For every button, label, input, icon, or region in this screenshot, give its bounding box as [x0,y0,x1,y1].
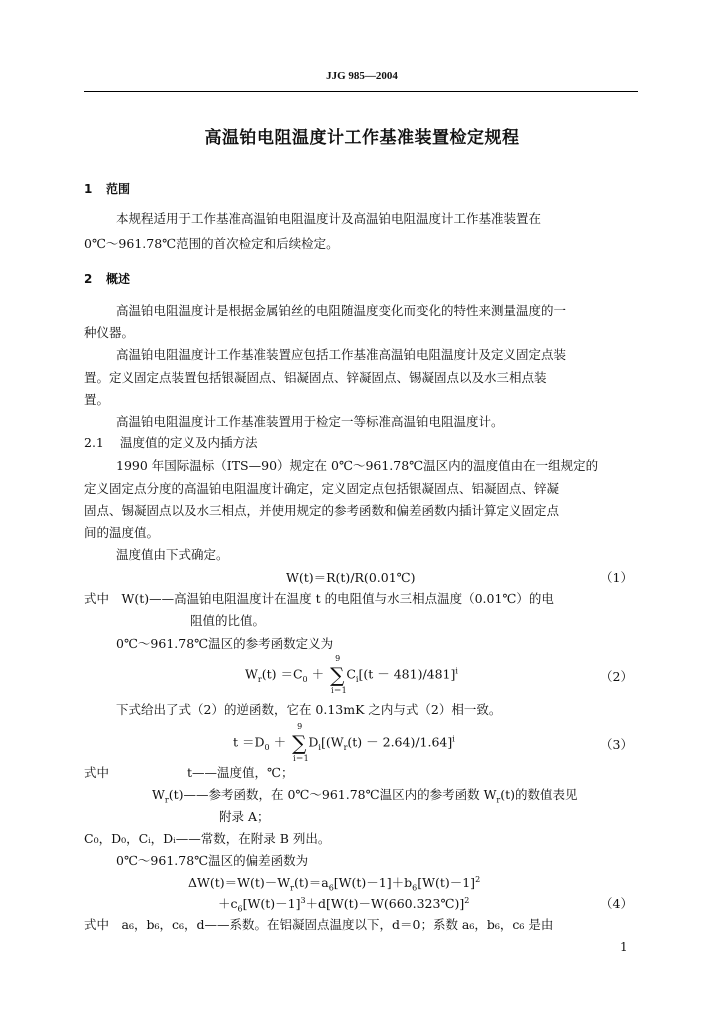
eq-subscript: 0 [302,675,308,684]
eq-subscript: r [257,675,262,684]
paragraph-line: 式中 W(t)——高温铂电阻温度计在温度 t 的电阻值与水三相点温度（0.01℃）的电 [84,591,554,606]
paragraph-line: 本规程适用于工作基准高温铂电阻温度计及高温铂电阻温度计工作基准装置在 [116,211,542,226]
equation-2 [245,654,458,695]
eq-subscript: r [290,883,294,893]
eq-text: ＋c [218,896,238,911]
summation-sign: ∑ 9 i＝1 [292,722,309,763]
section-title: 概述 [106,272,131,286]
sum-upper-limit: 9 [297,722,303,731]
eq-superscript: i [452,734,455,744]
eq-subscript: 6 [328,883,334,893]
eq-symbol: W [152,787,165,802]
equation-number: （1） [600,570,633,585]
eq-superscript: 2 [475,874,481,884]
eq-superscript: 2 [464,895,470,905]
sum-upper-limit: 9 [335,654,341,663]
section-number: 1 [84,182,93,196]
eq-text: [(W [320,734,344,750]
eq-text: (t)＝a [293,875,329,890]
eq-text: (t) ＝C [261,666,303,682]
equation-4-line-2 [218,894,469,914]
eq-subscript: 6 [412,883,418,893]
eq-symbol: D [308,734,319,750]
equation-3 [233,722,455,763]
eq-superscript: 3 [300,895,306,905]
eq-subscript: i [355,675,359,684]
sum-lower-limit: i＝1 [293,754,309,763]
eq-subscript: r [496,795,501,805]
section-title: 范围 [106,182,131,196]
eq-subscript: r [164,795,169,805]
paragraph-line: 种仪器。 [84,325,135,340]
eq-symbol: W [245,666,258,682]
definition-constants: C₀，D₀，Cᵢ，Dᵢ——常数，在附录 B 列出。 [84,831,331,846]
definition-wr-continued: 附录 A； [219,809,270,824]
definition-t: t——温度值，℃； [187,765,294,780]
summation-sign: ∑ 9 i＝1 [330,654,347,695]
eq-text: [W(t)－1] [242,896,301,911]
header-rule [84,91,638,92]
eq-text: ＋d[W(t)－W(660.323℃)] [305,896,465,911]
paragraph-line: 高温铂电阻温度计工作基准装置用于检定一等标准高温铂电阻温度计。 [116,414,504,429]
equation-number: （4） [600,896,633,911]
page-number: 1 [620,940,628,954]
document-title: 高温铂电阻温度计工作基准装置检定规程 [204,128,520,148]
definition-text: (t)——参考函数，在 0℃～961.78℃温区内的参考函数 W [168,787,497,802]
paragraph-line: 温度值由下式确定。 [116,547,229,562]
paragraph-line: 定义固定点分度的高温铂电阻温度计确定，定义固定点包括银凝固点、铝凝固点、锌凝 [84,481,560,496]
eq-superscript: i [455,666,458,676]
eq-text: [W(t)－1]＋b [333,875,413,890]
section-title: 温度值的定义及内插方法 [120,435,258,450]
where-label: 式中 [84,765,110,780]
eq-subscript: 0 [264,743,270,752]
paragraph-line: 置。定义固定点装置包括银凝固点、铝凝固点、锌凝固点、锡凝固点以及水三相点装 [84,370,547,385]
section-number: 2.1 [84,435,104,450]
section-number: 2 [84,272,93,286]
eq-subscript: 6 [237,904,243,914]
paragraph-line: 0℃～961.78℃范围的首次检定和后续检定。 [84,236,339,251]
paragraph-line: 1990 年国际温标（ITS—90）规定在 0℃～961.78℃温区内的温度值由在一组规定的 [116,458,599,473]
section-2-heading [84,270,130,288]
paragraph-line: 高温铂电阻温度计工作基准装置应包括工作基准高温铂电阻温度计及定义固定点装 [116,347,567,362]
eq-subscript: i [318,743,321,752]
eq-text: (t) － 2.64)/1.64] [347,734,453,750]
paragraph-line: 0℃～961.78℃温区的偏差函数为 [116,853,309,868]
equation-4-line-1 [188,873,480,893]
paragraph-line: 间的温度值。 [84,525,160,540]
section-2-1-heading [84,434,258,452]
document-header-code: JJG 985—2004 [326,70,398,82]
paragraph-line: 下式给出了式（2）的逆函数，它在 0.13mK 之内与式（2）相一致。 [116,702,502,717]
section-1-heading [84,180,130,198]
eq-text: ＋ [307,666,329,682]
eq-text: ΔW(t)＝W(t)－W [188,875,291,890]
eq-text: [(t － 481)/481] [358,666,456,682]
paragraph-line: 置。 [84,392,110,407]
eq-symbol: C [346,666,356,682]
equation-number: （2） [600,669,633,684]
paragraph-line: 固点、锡凝固点以及水三相点，并使用规定的参考函数和偏差函数内插计算定义固定点 [84,503,560,518]
paragraph-line: 0℃～961.78℃温区的参考函数定义为 [116,636,334,651]
equation-number: （3） [600,737,633,752]
eq-text: [W(t)－1] [417,875,476,890]
definition-text: (t)的数值表见 [500,787,578,802]
paragraph-line: 式中 a₆，b₆，c₆，d——系数。在铝凝固点温度以下，d＝0；系数 a₆，b₆，c₆ 是由 [84,917,554,932]
paragraph-line: 高温铂电阻温度计是根据金属铂丝的电阻随温度变化而变化的特性来测量温度的一 [116,303,567,318]
equation-1: W(t)＝R(t)/R(0.01℃) [286,570,416,585]
paragraph-line: 阻值的比值。 [190,613,266,628]
eq-text: t ＝D [233,734,265,750]
eq-text: ＋ [269,734,291,750]
definition-wr [152,786,578,810]
sum-lower-limit: i＝1 [331,686,347,695]
eq-subscript: r [343,743,348,752]
